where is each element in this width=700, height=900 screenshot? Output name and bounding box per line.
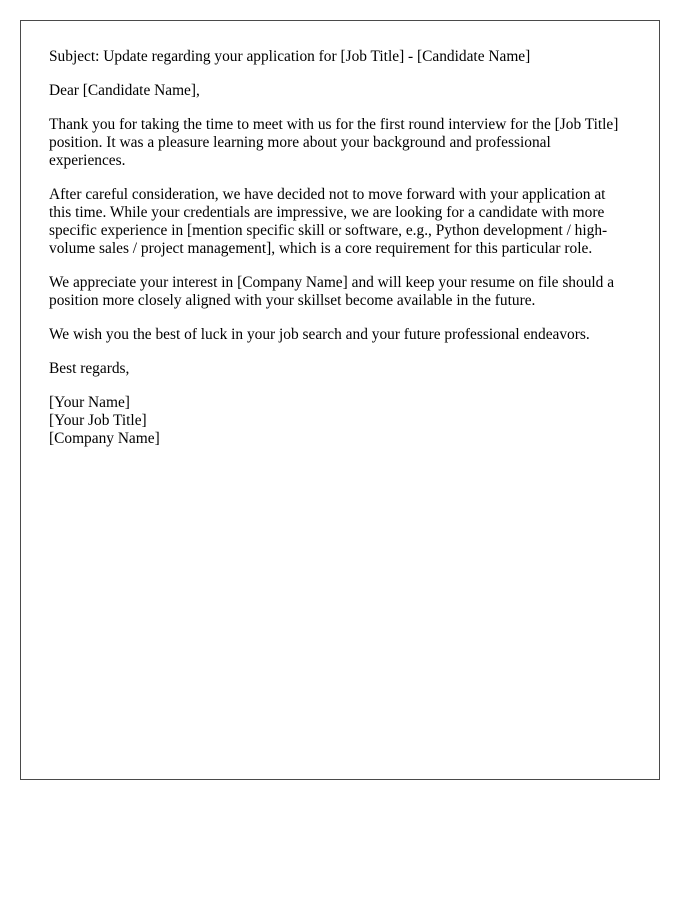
letter-paragraph-3: We appreciate your interest in [Company Name] and will keep your resume on file should a position more closely aligned with your skillset become available in the future. [49,274,615,309]
letter-paragraph-2: After careful consideration, we have decided not to move forward with your application at this time. While your credentials are impressive, we are looking for a candidate with more specific experience in [mention specific skill or software, e.g., Python development / high-volume sales / project management], which is a core requirement for this particular role. [49,186,608,257]
letter-paragraph-1: Thank you for taking the time to meet with us for the first round interview for the [Job Title] position. It was a pleasure learning more about your background and professional experiences. [49,116,619,169]
signature-company: [Company Name] [49,430,160,447]
letter-paragraph-4: We wish you the best of luck in your job search and your future professional endeavors. [49,326,590,343]
letter-subject: Subject: Update regarding your application for [Job Title] - [Candidate Name] [49,48,531,65]
signature-title: [Your Job Title] [49,412,147,429]
letter-signature [49,394,631,448]
letter-document [20,20,660,780]
letter-closing: Best regards, [49,360,130,377]
signature-name: [Your Name] [49,394,130,411]
letter-salutation: Dear [Candidate Name], [49,82,200,99]
